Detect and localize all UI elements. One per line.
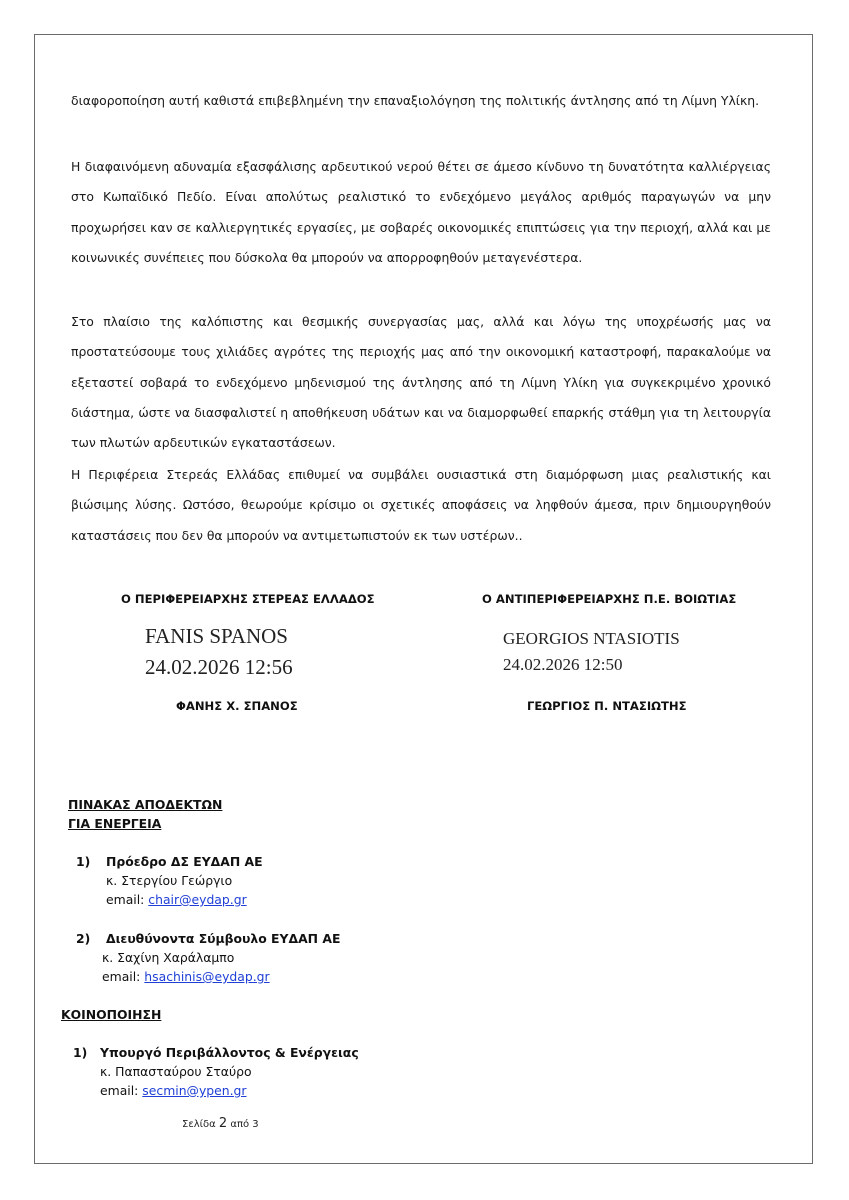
signatory-printed-name: ΦΑΝΗΣ Χ. ΣΠΑΝΟΣ: [176, 699, 298, 713]
recipient-email-line: [73, 1081, 359, 1100]
recipient-title: Πρόεδρο ΔΣ ΕΥΔΑΠ ΑΕ: [106, 854, 263, 869]
recipient-number: 1): [76, 854, 91, 869]
email-label: email:: [106, 892, 149, 907]
recipient-email-line: [76, 967, 340, 986]
email-link[interactable]: secmin@ypen.gr: [142, 1083, 247, 1098]
page-number: 2: [218, 1116, 228, 1131]
paragraph: Στο πλαίσιο της καλόπιστης και θεσμικής συνεργασίας μας, αλλά και λόγω της υποχρέωσής μας να προστατεύσουμε τους χιλιάδες αγρότες της περιοχής μας από την οικονομική καταστροφή, παρακαλούμε να εξεταστεί σοβαρά το ενδεχόμενο μηδενισμού της άντλησης από τη Λίμνη Υλίκη για συγκεκριμένο χρονικό διάστημα, ώστε να διασφαλιστεί η αποθήκευση υδάτων και να διαμορφωθεί επαρκής στάθμη για τη λειτουργία των πλωτών αρδευτικών εγκαταστάσεων.: [71, 314, 771, 451]
digital-signature-datetime: 24.02.2026 12:50: [503, 655, 623, 674]
email-label: email:: [100, 1083, 143, 1098]
cc-heading: [61, 1005, 161, 1024]
digital-signature-name: FANIS SPANOS: [145, 624, 288, 648]
signatory-printed-name: ΓΕΩΡΓΙΟΣ Π. ΝΤΑΣΙΩΤΗΣ: [527, 699, 687, 713]
recipient-email-line: [76, 890, 263, 909]
recipient-item: [76, 929, 340, 986]
recipient-person: κ. Σαχίνη Χαράλαμπο: [102, 950, 235, 965]
signatory-title: Ο ΠΕΡΙΦΕΡΕΙΑΡΧΗΣ ΣΤΕΡΕΑΣ ΕΛΛΑΔΟΣ: [121, 592, 375, 606]
paragraph: διαφοροποίηση αυτή καθιστά επιβεβλημένη την επαναξιολόγηση της πολιτικής άντλησης από τη Λίμνη Υλίκη.: [71, 93, 760, 108]
page-separator: από: [227, 1119, 253, 1130]
email-link[interactable]: hsachinis@eydap.gr: [144, 969, 270, 984]
cc-heading-text: ΚΟΙΝΟΠΟΙΗΣΗ: [61, 1007, 162, 1022]
digital-signature-name: GEORGIOS NTASIOTIS: [503, 629, 680, 648]
recipient-item: [76, 852, 263, 909]
recipients-heading-line: ΓΙΑ ΕΝΕΡΓΕΙΑ: [68, 816, 162, 831]
digital-signature-datetime: 24.02.2026 12:56: [145, 655, 293, 679]
page-prefix: Σελίδα: [182, 1119, 219, 1130]
recipient-number: 1): [73, 1045, 88, 1060]
recipients-heading: [68, 795, 222, 833]
paragraph: Η διαφαινόμενη αδυναμία εξασφάλισης αρδευτικού νερού θέτει σε άμεσο κίνδυνο τη δυνατότητα καλλιέργειας στο Κωπαϊδικό Πεδίο. Είναι απολύτως ρεαλιστικό το ενδεχόμενο μεγάλος αριθμός παραγωγών να μην προχωρήσει καν σε καλλιεργητικές εργασίες, με σοβαρές οικονομικές επιπτώσεις για την περιοχή, αλλά και με κοινωνικές συνέπειες που δύσκολα θα μπορούν να απορροφηθούν μεταγενέστερα.: [71, 159, 771, 265]
paragraph: Η Περιφέρεια Στερεάς Ελλάδας επιθυμεί να συμβάλει ουσιαστικά στη διαμόρφωση μιας ρεαλιστικής και βιώσιμης λύσης. Ωστόσο, θεωρούμε κρίσιμο οι σχετικές αποφάσεις να ληφθούν άμεσα, πριν δημιουργηθούν καταστάσεις που δεν θα μπορούν να αντιμετωπιστούν εκ των υστέρων..: [71, 467, 771, 543]
signatory-title: Ο ΑΝΤΙΠΕΡΙΦΕΡΕΙΑΡΧΗΣ Π.Ε. ΒΟΙΩΤΙΑΣ: [482, 592, 737, 606]
recipient-person: κ. Παπασταύρου Σταύρο: [100, 1064, 252, 1079]
recipient-person: κ. Στεργίου Γεώργιο: [106, 873, 233, 888]
page-total: 3: [252, 1119, 259, 1130]
cc-item: [73, 1043, 359, 1100]
recipients-heading-line: ΠΙΝΑΚΑΣ ΑΠΟΔΕΚΤΩΝ: [68, 797, 223, 812]
page-number-footer: [182, 1116, 259, 1131]
recipient-title: Υπουργό Περιβάλλοντος & Ενέργειας: [100, 1045, 359, 1060]
email-label: email:: [102, 969, 145, 984]
email-link[interactable]: chair@eydap.gr: [148, 892, 247, 907]
recipient-title: Διευθύνοντα Σύμβουλο ΕΥΔΑΠ ΑΕ: [106, 931, 341, 946]
recipient-number: 2): [76, 931, 91, 946]
